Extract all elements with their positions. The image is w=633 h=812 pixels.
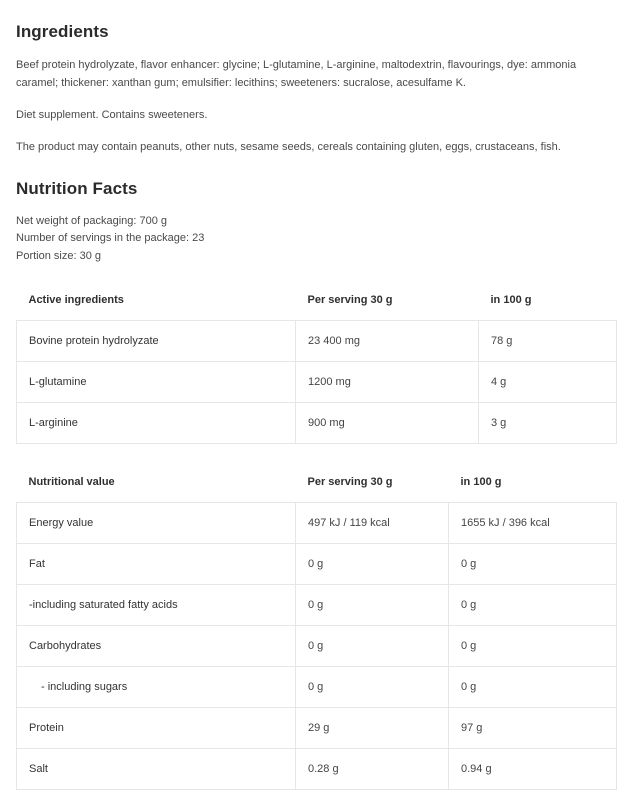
- row-per-serving: 0 g: [296, 626, 449, 667]
- table-row: [17, 708, 617, 749]
- row-per-100g: 0 g: [449, 544, 617, 585]
- column-header-active-ingredients: Active ingredients: [17, 284, 296, 321]
- row-label: Carbohydrates: [17, 626, 296, 667]
- row-per-100g: 78 g: [479, 321, 617, 362]
- row-per-100g: 4 g: [479, 362, 617, 403]
- net-weight-line: Net weight of packaging: 700 g: [16, 214, 168, 227]
- table-header-row: [17, 466, 617, 503]
- row-per-100g: 0 g: [449, 667, 617, 708]
- row-label: - including sugars: [17, 667, 296, 708]
- table-row: [17, 585, 617, 626]
- row-per-100g: 97 g: [449, 708, 617, 749]
- row-per-serving: 497 kJ / 119 kcal: [296, 503, 449, 544]
- table-row: [17, 667, 617, 708]
- column-header-per-100g: in 100 g: [479, 284, 617, 321]
- row-per-serving: 23 400 mg: [296, 321, 479, 362]
- packaging-facts: [16, 213, 617, 266]
- table-row: [17, 544, 617, 585]
- row-label: L-arginine: [17, 403, 296, 444]
- allergen-note: The product may contain peanuts, other nuts, sesame seeds, cereals containing gluten, eggs, crustaceans, fish.: [16, 141, 561, 154]
- diet-supplement-note: Diet supplement. Contains sweeteners.: [16, 109, 208, 122]
- table-row: [17, 362, 617, 403]
- nutritional-value-table: [16, 466, 617, 790]
- row-per-serving: 1200 mg: [296, 362, 479, 403]
- row-label: Protein: [17, 708, 296, 749]
- table-row: [17, 503, 617, 544]
- active-ingredients-table: [16, 284, 617, 444]
- row-per-100g: 0 g: [449, 585, 617, 626]
- column-header-per-serving: Per serving 30 g: [296, 466, 449, 503]
- row-label: Salt: [17, 749, 296, 790]
- row-per-serving: 29 g: [296, 708, 449, 749]
- row-label: Bovine protein hydrolyzate: [17, 321, 296, 362]
- column-header-per-serving: Per serving 30 g: [296, 284, 479, 321]
- row-per-100g: 0 g: [449, 626, 617, 667]
- nutrition-facts-heading: Nutrition Facts: [16, 178, 138, 198]
- row-label: Fat: [17, 544, 296, 585]
- row-label: -including saturated fatty acids: [17, 585, 296, 626]
- column-header-per-100g: in 100 g: [449, 466, 617, 503]
- table-row: [17, 626, 617, 667]
- row-per-serving: 0.28 g: [296, 749, 449, 790]
- row-per-serving: 0 g: [296, 585, 449, 626]
- row-per-100g: 3 g: [479, 403, 617, 444]
- portion-size-line: Portion size: 30 g: [16, 250, 101, 263]
- table-row: [17, 403, 617, 444]
- ingredients-heading: Ingredients: [16, 22, 109, 41]
- row-per-100g: 0.94 g: [449, 749, 617, 790]
- row-per-serving: 0 g: [296, 667, 449, 708]
- ingredients-paragraph: Beef protein hydrolyzate, flavor enhancer: glycine; L-glutamine, L-arginine, maltodextrin, flavourings, dye: ammonia caramel; thickener: xanthan gum; emulsifier: lecithins; sweeteners: sucralose, acesulfame K.: [16, 59, 577, 90]
- table-row: [17, 749, 617, 790]
- column-header-nutritional-value: Nutritional value: [17, 466, 296, 503]
- row-per-serving: 0 g: [296, 544, 449, 585]
- row-per-serving: 900 mg: [296, 403, 479, 444]
- row-per-100g: 1655 kJ / 396 kcal: [449, 503, 617, 544]
- row-label: Energy value: [17, 503, 296, 544]
- section-spacer: [16, 157, 617, 173]
- servings-line: Number of servings in the package: 23: [16, 232, 205, 245]
- row-label: L-glutamine: [17, 362, 296, 403]
- table-row: [17, 321, 617, 362]
- table-header-row: [17, 284, 617, 321]
